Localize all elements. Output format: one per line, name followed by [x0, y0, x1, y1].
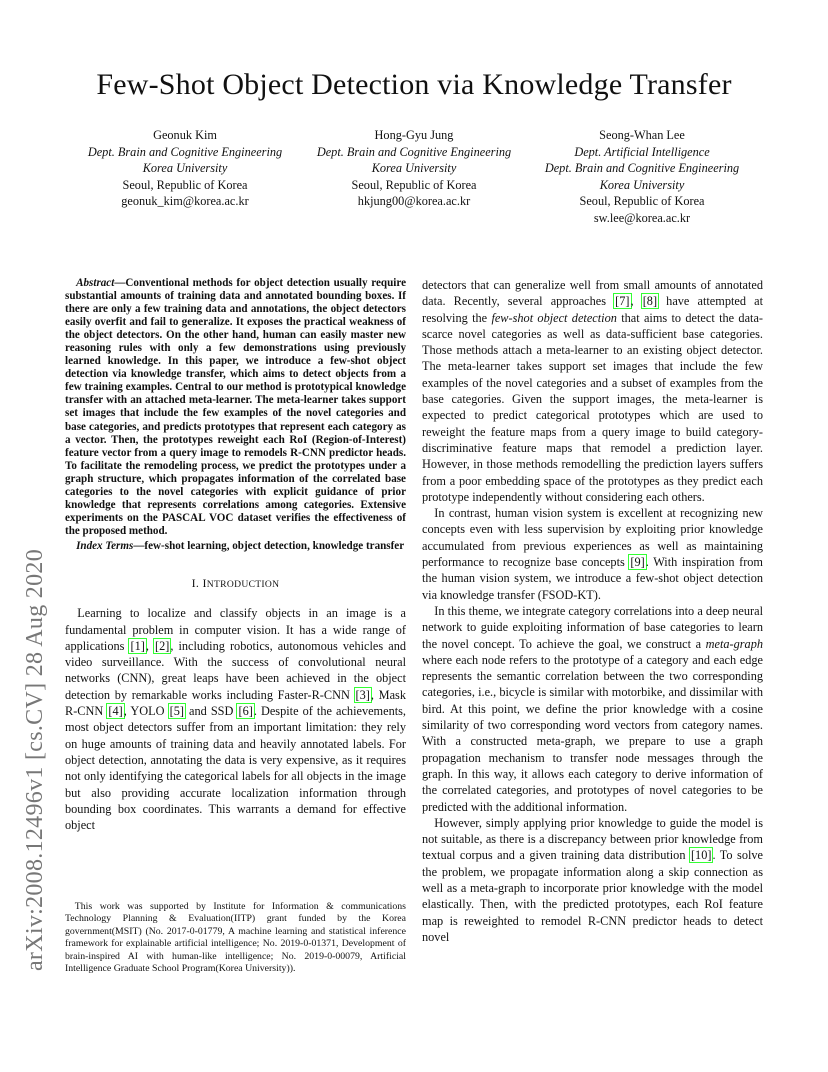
section-initial: I: [202, 575, 207, 590]
section-numeral: I.: [191, 575, 203, 590]
index-terms: [65, 540, 406, 553]
author-department-2: Dept. Brain and Cognitive Engineering: [544, 161, 740, 175]
body-paragraph: [422, 815, 763, 945]
citation-link[interactable]: [7]: [615, 294, 630, 309]
citation-link[interactable]: [9]: [630, 555, 645, 570]
text-run: In this theme, we integrate category correlations into a deep neural network to guide exploiting information of base categories to learn the novel concept. To achieve the goal, we construct a: [422, 603, 763, 651]
paper-title: Few-Shot Object Detection via Knowledge Transfer: [96, 68, 732, 101]
text-run: ,: [145, 638, 154, 653]
section-title-rest: NTRODUCTION: [206, 578, 280, 590]
author-department: Dept. Brain and Cognitive Engineering: [87, 144, 283, 159]
author-block-2: [294, 127, 534, 210]
left-column: [65, 277, 406, 833]
author-department: Dept. Artificial Intelligence: [574, 144, 710, 159]
text-run: ,: [630, 294, 642, 309]
citation-link[interactable]: [3]: [355, 687, 370, 702]
arxiv-identifier: arXiv:2008.12496v1 [cs.CV] 28 Aug 2020: [22, 548, 48, 972]
section-heading-introduction: [65, 575, 406, 593]
text-run: , YOLO: [123, 704, 169, 719]
text-run: In contrast, human vision system is excellent at recognizing new concepts even with less supervision by exploiting prior knowledge accumulated from previous experiences as well as maintaining performance to recognize base concepts: [422, 506, 763, 570]
right-column: [422, 277, 763, 945]
footnote: This work was supported by Institute for Information & communications Technology Planning & Evaluation(IITP) grant funded by the Korea government(MSIT) (No. 2017-0-01779, A machine learning and statistical inference framework for explainable artificial intelligence; No. 2019-0-01371, Development of brain-inspired AI with human-like intelligence; No. 2019-0-00079, Artificial Intelligence Graduate School Program(Korea University)).: [65, 901, 406, 975]
author-location: Seoul, Republic of Korea: [351, 177, 477, 192]
text-run: . To solve the problem, we propagate information along a skip connection as well as a meta-graph to incorporate prior knowledge with the model elastically. Then, with the predicted prototypes, each RoI feature map is reweighted to remodel R-CNN predictor heads to detect novel: [422, 848, 763, 944]
author-name: Hong-Gyu Jung: [374, 128, 454, 142]
citation-link[interactable]: [6]: [238, 704, 253, 719]
text-run: Learning to localize and classify objects in an image is a fundamental problem in computer vision. It has a wide range of applications: [65, 606, 406, 653]
author-name: Seong-Whan Lee: [599, 128, 685, 142]
author-location: Seoul, Republic of Korea: [122, 177, 248, 192]
text-run: However, simply applying prior knowledge to guide the model is not suitable, as there is a discrepancy between prior knowledge from textual corpus and a given training data distribution: [422, 815, 763, 863]
index-terms-label: Index Terms: [76, 539, 134, 552]
author-block-3: [522, 127, 762, 226]
citation-link[interactable]: [8]: [642, 294, 658, 309]
author-university: Korea University: [599, 177, 685, 192]
author-location: Seoul, Republic of Korea: [579, 194, 705, 208]
body-paragraph: [422, 277, 763, 505]
text-run: have attempted at resolving the: [422, 294, 763, 325]
index-terms-text: —few-shot learning, object detection, knowledge transfer: [133, 539, 405, 552]
author-block-1: [65, 127, 305, 210]
text-run: , Mask R-CNN: [65, 687, 406, 719]
abstract-label: Abstract: [76, 277, 115, 289]
text-run: detectors that can generalize well from small amounts of annotated data. Recently, several approaches: [422, 278, 763, 309]
abstract-text: —Conventional methods for object detection usually require substantial amounts of training data and annotated bounding boxes. If there are only a few training data and annotations, the object detectors easily overfit and fail to generalize. It exposes the practical weakness of the object detectors. On the other hand, human can easily master new reasoning rules with only a few demonstrations using previously learned knowledge. In this paper, we introduce a few-shot object detection via knowledge transfer, which aims to detect objects from a few training examples. Central to our method is prototypical knowledge transfer with an attached meta-learner. The meta-learner takes support set images that include the few examples of the novel categories and base categories, and predicts prototypes that represent each category as a vector. Then, the prototypes reweight each RoI (Region-of-Interest) feature vector from a query image to remodels R-CNN predictor heads. To facilitate the remodeling process, we predict the prototypes under a graph structure, which propagates information of the correlated base categories to the novel categories with explicit guidance of prior knowledge that represents correlations among categories. Extensive experiments on the PASCAL VOC dataset verifies the effectiveness of the proposed method.: [65, 277, 406, 537]
citation-link[interactable]: [10]: [690, 848, 712, 863]
text-run: . With inspiration from the human vision system, we introduce a few-shot object detection via knowledge transfer (FSOD-KT).: [422, 555, 763, 602]
text-run: and SSD: [184, 704, 238, 719]
citation-link[interactable]: [5]: [169, 704, 184, 719]
author-name: Geonuk Kim: [153, 128, 217, 142]
text-run: where each node refers to the prototype of a category and each edge represents the semantic correlation between the two corresponding categories, i.e., bicycle is similar with motorbike, and dissimilar with bird. At this point, we define the prior knowledge with a cosine similarity of two corresponding word vectors from category names. With a constructed meta-graph, we prepare to use a graph propagation mechanism to transfer node messages through the graph. In this way, it allows each category to derive information of the correlated categories, and prototypes of novel categories to be predicted with the additional information.: [422, 652, 763, 814]
text-run: , including robotics, autonomous vehicles and video surveillance. With the success of convolutional neural networks (CNN), great leaps have been achieved in the object detection by remarkable works including Faster-R-CNN: [65, 638, 406, 702]
author-email: geonuk_kim@korea.ac.kr: [121, 194, 249, 208]
text-run: . Despite of the achievements, most object detectors suffer from an important limitation: they rely on huge amounts of training data and heavily annotated labels. For object detection, annotating the data is very expensive, as it requires not only identifying the categorical labels for all objects in the image but also providing accurate localization information through bounding box coordinates. This warrants a demand for effective object: [65, 704, 407, 833]
author-department: Dept. Brain and Cognitive Engineering: [316, 144, 512, 159]
author-email: sw.lee@korea.ac.kr: [593, 210, 691, 225]
emphasis-text: meta-graph: [705, 636, 763, 651]
body-paragraph: [422, 505, 763, 603]
citation-link[interactable]: [2]: [154, 638, 170, 653]
text-run: that aims to detect the data-scarce novel categories as well as data-sufficient base categories. Those methods attach a meta-learner to an existing object detector. The meta-learner takes support set images that include the few examples of the novel categories and a subset of examples from the base categories. Given the support images, the meta-learner is expected to predict categorical prototypes which are used to reweight the feature maps from a query image to build category-discriminative feature maps that remodel a prediction layer. However, in those methods remodelling the prediction layers suffers from a poor embedding space of the prototypes as they predict each prototype independently without considering each others.: [422, 310, 763, 504]
author-university: Korea University: [371, 161, 457, 175]
citation-link[interactable]: [4]: [108, 704, 123, 719]
intro-paragraph-1: [65, 605, 406, 833]
abstract: [65, 277, 406, 538]
citation-link[interactable]: [1]: [130, 638, 145, 653]
body-paragraph: [422, 603, 763, 815]
author-university: Korea University: [142, 161, 228, 175]
emphasis-text: few-shot object detection: [491, 310, 617, 325]
author-email: hkjung00@korea.ac.kr: [357, 194, 471, 208]
